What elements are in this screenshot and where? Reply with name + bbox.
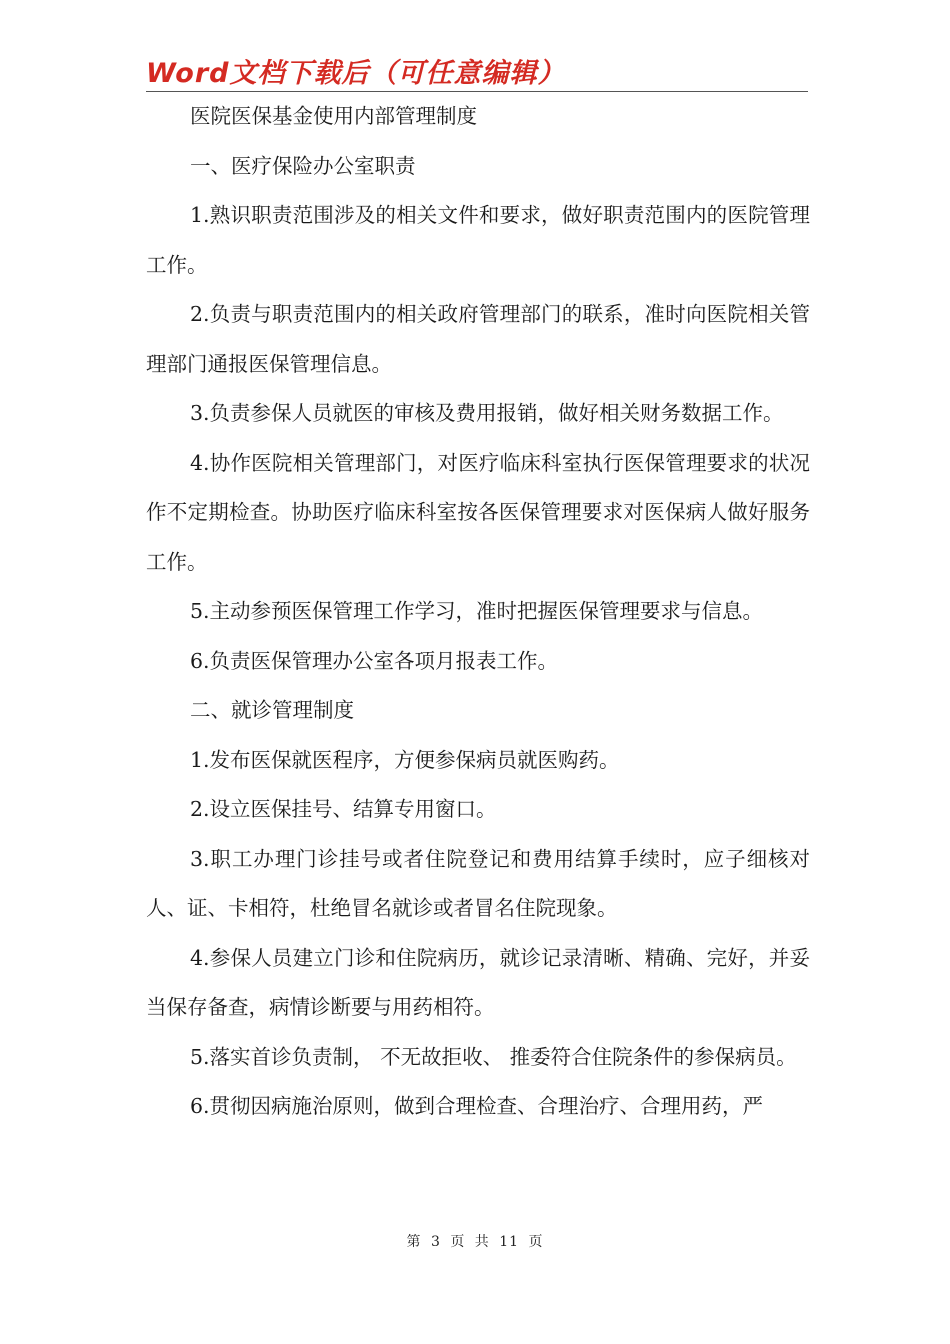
paragraph: 6.贯彻因病施治原则，做到合理检查、合理治疗、合理用药，严 [190, 1094, 764, 1118]
footer-suffix: 页 [528, 1234, 544, 1250]
watermark-text: Word文档下载后（可任意编辑） [146, 58, 566, 89]
document-title: 医院医保基金使用内部管理制度 [190, 104, 477, 128]
paragraph: 5.主动参预医保管理工作学习，准时把握医保管理要求与信息。 [190, 599, 764, 623]
section-heading-1: 一、医疗保险办公室职责 [190, 153, 416, 178]
page-footer [0, 1232, 950, 1252]
paragraph: 2.设立医保挂号、结算专用窗口。 [190, 797, 497, 821]
paragraph: 4.协作医院相关管理部门，对医疗临床科室执行医保管理要求的状况作不定期检查。协助医疗临床科室按各医保管理要求对医保病人做好服务工作。 [146, 450, 810, 574]
paragraph: 2.负责与职责范围内的相关政府管理部门的联系，准时向医院相关管理部门通报医保管理信息。 [146, 302, 810, 376]
paragraph: 6.负责医保管理办公室各项月报表工作。 [190, 648, 559, 673]
footer-page-word: 页 [450, 1234, 466, 1250]
paragraph: 1.发布医保就医程序，方便参保病员就医购药。 [190, 747, 620, 772]
document-body [146, 92, 810, 1132]
paragraph: 1.熟识职责范围涉及的相关文件和要求，做好职责范围内的医院管理工作。 [146, 203, 810, 277]
footer-total-word: 共 [474, 1234, 490, 1250]
paragraph: 4.参保人员建立门诊和住院病历，就诊记录清晰、精确、完好，并妥当保存备查，病情诊断要与用药相符。 [146, 945, 810, 1019]
paragraph: 5.落实首诊负责制， 不无故拒收、 推委符合住院条件的参保病员。 [190, 1044, 797, 1069]
footer-current-page: 3 [430, 1234, 441, 1250]
footer-total-pages: 11 [499, 1234, 520, 1250]
section-heading-2: 二、就诊管理制度 [190, 698, 354, 722]
paragraph: 3.负责参保人员就医的审核及费用报销，做好相关财务数据工作。 [190, 401, 784, 425]
footer-prefix: 第 [406, 1234, 422, 1250]
paragraph: 3.职工办理门诊挂号或者住院登记和费用结算手续时，应子细核对 人、证、卡相符，杜绝冒名就诊或者冒名住院现象。 [146, 846, 810, 920]
